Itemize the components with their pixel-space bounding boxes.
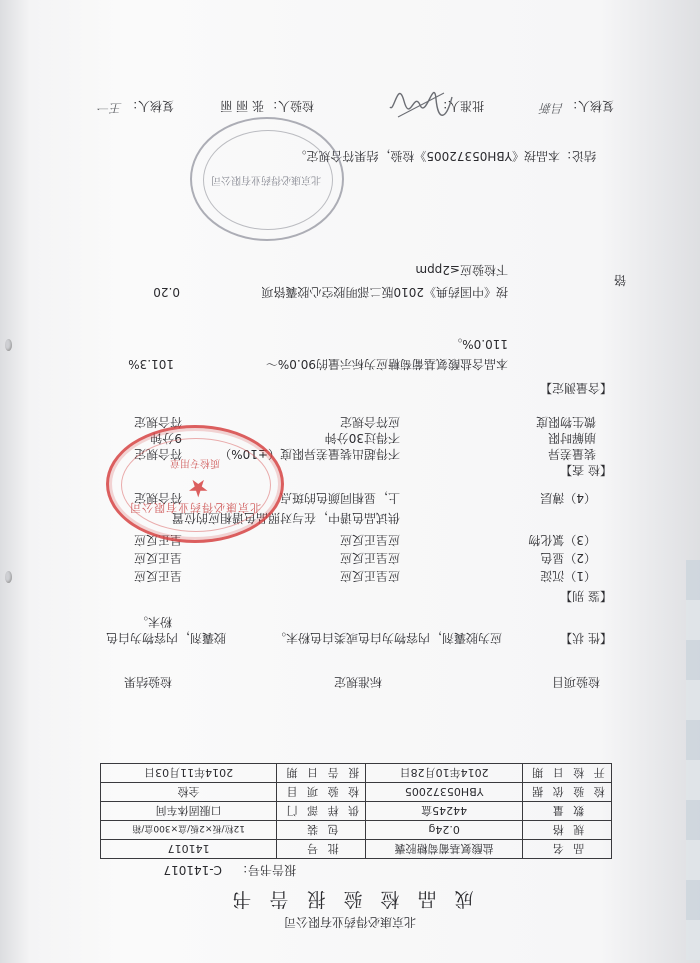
table-key: 报 告 日 期 <box>277 764 366 783</box>
check-result: 符合规定 <box>133 447 182 461</box>
chromium-result: 0.20 <box>153 285 180 299</box>
chromium-standard: 按《中国药典》2010版二部明胶空心胶囊铬项 <box>261 285 508 299</box>
check-standard: 不得过30分钟 <box>324 431 400 445</box>
inspector-label: 检验人： <box>265 99 314 113</box>
punch-hole <box>5 339 12 351</box>
table-key: 检 验 项 目 <box>277 783 366 802</box>
table-key: 批 号 <box>277 840 366 859</box>
approver-signature: 王一 <box>97 101 122 115</box>
column-result: 检验结果 <box>123 675 172 689</box>
check-standard: 不得超出装量差异限度（±10%） <box>219 447 400 461</box>
chromium-standard-2: 下检验应≤2ppm <box>415 263 508 277</box>
faded-stamp <box>190 117 344 241</box>
identification-standard-2: 上，显相同颜色的斑点 <box>279 491 400 505</box>
check-result: 符合规定 <box>133 415 182 429</box>
reviewer-label: 复核人： <box>565 99 614 113</box>
table-value: 44245盒 <box>366 802 523 821</box>
stamp-text: 北京康必得药业有限公司 <box>129 501 261 514</box>
star-icon: ★ <box>187 474 209 502</box>
table-value: YBH05372005 <box>366 783 523 802</box>
conclusion: 结论：本品按《YBH05372005》检验，结果符合规定。 <box>294 149 596 163</box>
stamp-subtext: 质检专用章 <box>170 457 220 468</box>
check-label: 微生物限度 <box>535 415 596 429</box>
approver-label: 复核人： <box>125 99 174 113</box>
checker-label: 批准人： <box>435 99 484 113</box>
traits-standard: 应为胶囊剂，内容物为白色或类白色粉末。 <box>273 631 502 645</box>
assay-result: 101.3% <box>128 357 174 371</box>
identification-heading: 【鉴 别】 <box>560 589 612 603</box>
identification-standard: 应呈正反应 <box>339 533 400 547</box>
column-item: 检验项目 <box>551 675 600 689</box>
reviewer-signature: 吕新 <box>539 101 564 115</box>
table-key: 品 名 <box>523 840 612 859</box>
signature-scribble <box>386 87 456 127</box>
stamp-text: 北京康必得药业有限公司 <box>211 174 321 185</box>
identification-result: 符合规定 <box>133 491 182 505</box>
column-standard: 标准规定 <box>333 675 382 689</box>
identification-standard: 应呈正反应 <box>339 569 400 583</box>
assay-heading: 【含量测定】 <box>539 381 612 395</box>
info-table <box>100 763 612 859</box>
table-value: 全检 <box>101 783 277 802</box>
identification-label: （2）显色 <box>540 551 596 565</box>
assay-standard: 本品含盐酸氨基葡萄糖应为标示量的90.0%～ <box>265 357 508 371</box>
identification-standard: 应呈正反应 <box>339 551 400 565</box>
identification-standard: 供试品色谱中，在与对照品色谱相应的位置 <box>171 511 400 525</box>
traits-heading: 【性 状】 <box>560 631 612 645</box>
identification-label: （4）薄层 <box>540 491 596 505</box>
table-value: 2014年10月28日 <box>366 764 523 783</box>
table-value: 12粒/板×2板/盒×300盒/箱 <box>101 821 277 840</box>
table-row <box>101 840 612 859</box>
company-name: 北京康必得药业有限公司 <box>284 915 417 929</box>
punch-hole <box>5 571 12 583</box>
table-value: 2014年11月03日 <box>101 764 277 783</box>
quality-stamp <box>106 425 284 543</box>
table-key: 供 样 部 门 <box>277 802 366 821</box>
check-label: 装量差异 <box>547 447 596 461</box>
table-key: 数 量 <box>523 802 612 821</box>
checks-heading: 【检 查】 <box>560 463 612 477</box>
table-value: 0.24g <box>366 821 523 840</box>
identification-result: 呈正反应 <box>133 533 182 547</box>
identification-result: 呈正反应 <box>133 569 182 583</box>
chromium-label: 铬 <box>613 273 626 287</box>
table-key: 规 格 <box>523 821 612 840</box>
table-value: 盐酸氨基葡萄糖胶囊 <box>366 840 523 859</box>
table-key: 包 装 <box>277 821 366 840</box>
table-value: 口服固体车间 <box>101 802 277 821</box>
check-label: 崩解时限 <box>547 431 596 445</box>
report-number: C-141017 <box>163 863 222 877</box>
assay-standard-2: 110.0%。 <box>450 337 508 351</box>
report-number-label: 报告书号： <box>235 863 296 877</box>
table-row <box>101 802 612 821</box>
table-key: 开 检 日 期 <box>523 764 612 783</box>
table-row <box>101 783 612 802</box>
check-standard: 应符合规定 <box>339 415 400 429</box>
identification-label: （1）沉淀 <box>540 569 596 583</box>
report-title: 成 品 检 验 报 告 书 <box>226 888 474 910</box>
inspector-signature: 张 丽 丽 <box>220 99 264 113</box>
identification-result: 呈正反应 <box>133 551 182 565</box>
check-result: 9分钟 <box>150 431 182 445</box>
table-row <box>101 821 612 840</box>
table-key: 检 验 依 据 <box>523 783 612 802</box>
table-row <box>101 764 612 783</box>
identification-label: （3）氯化物 <box>528 533 596 547</box>
table-value: 141017 <box>101 840 277 859</box>
traits-result-2: 粉末。 <box>135 615 172 629</box>
traits-result: 胶囊剂，内容物为白色 <box>105 631 226 645</box>
